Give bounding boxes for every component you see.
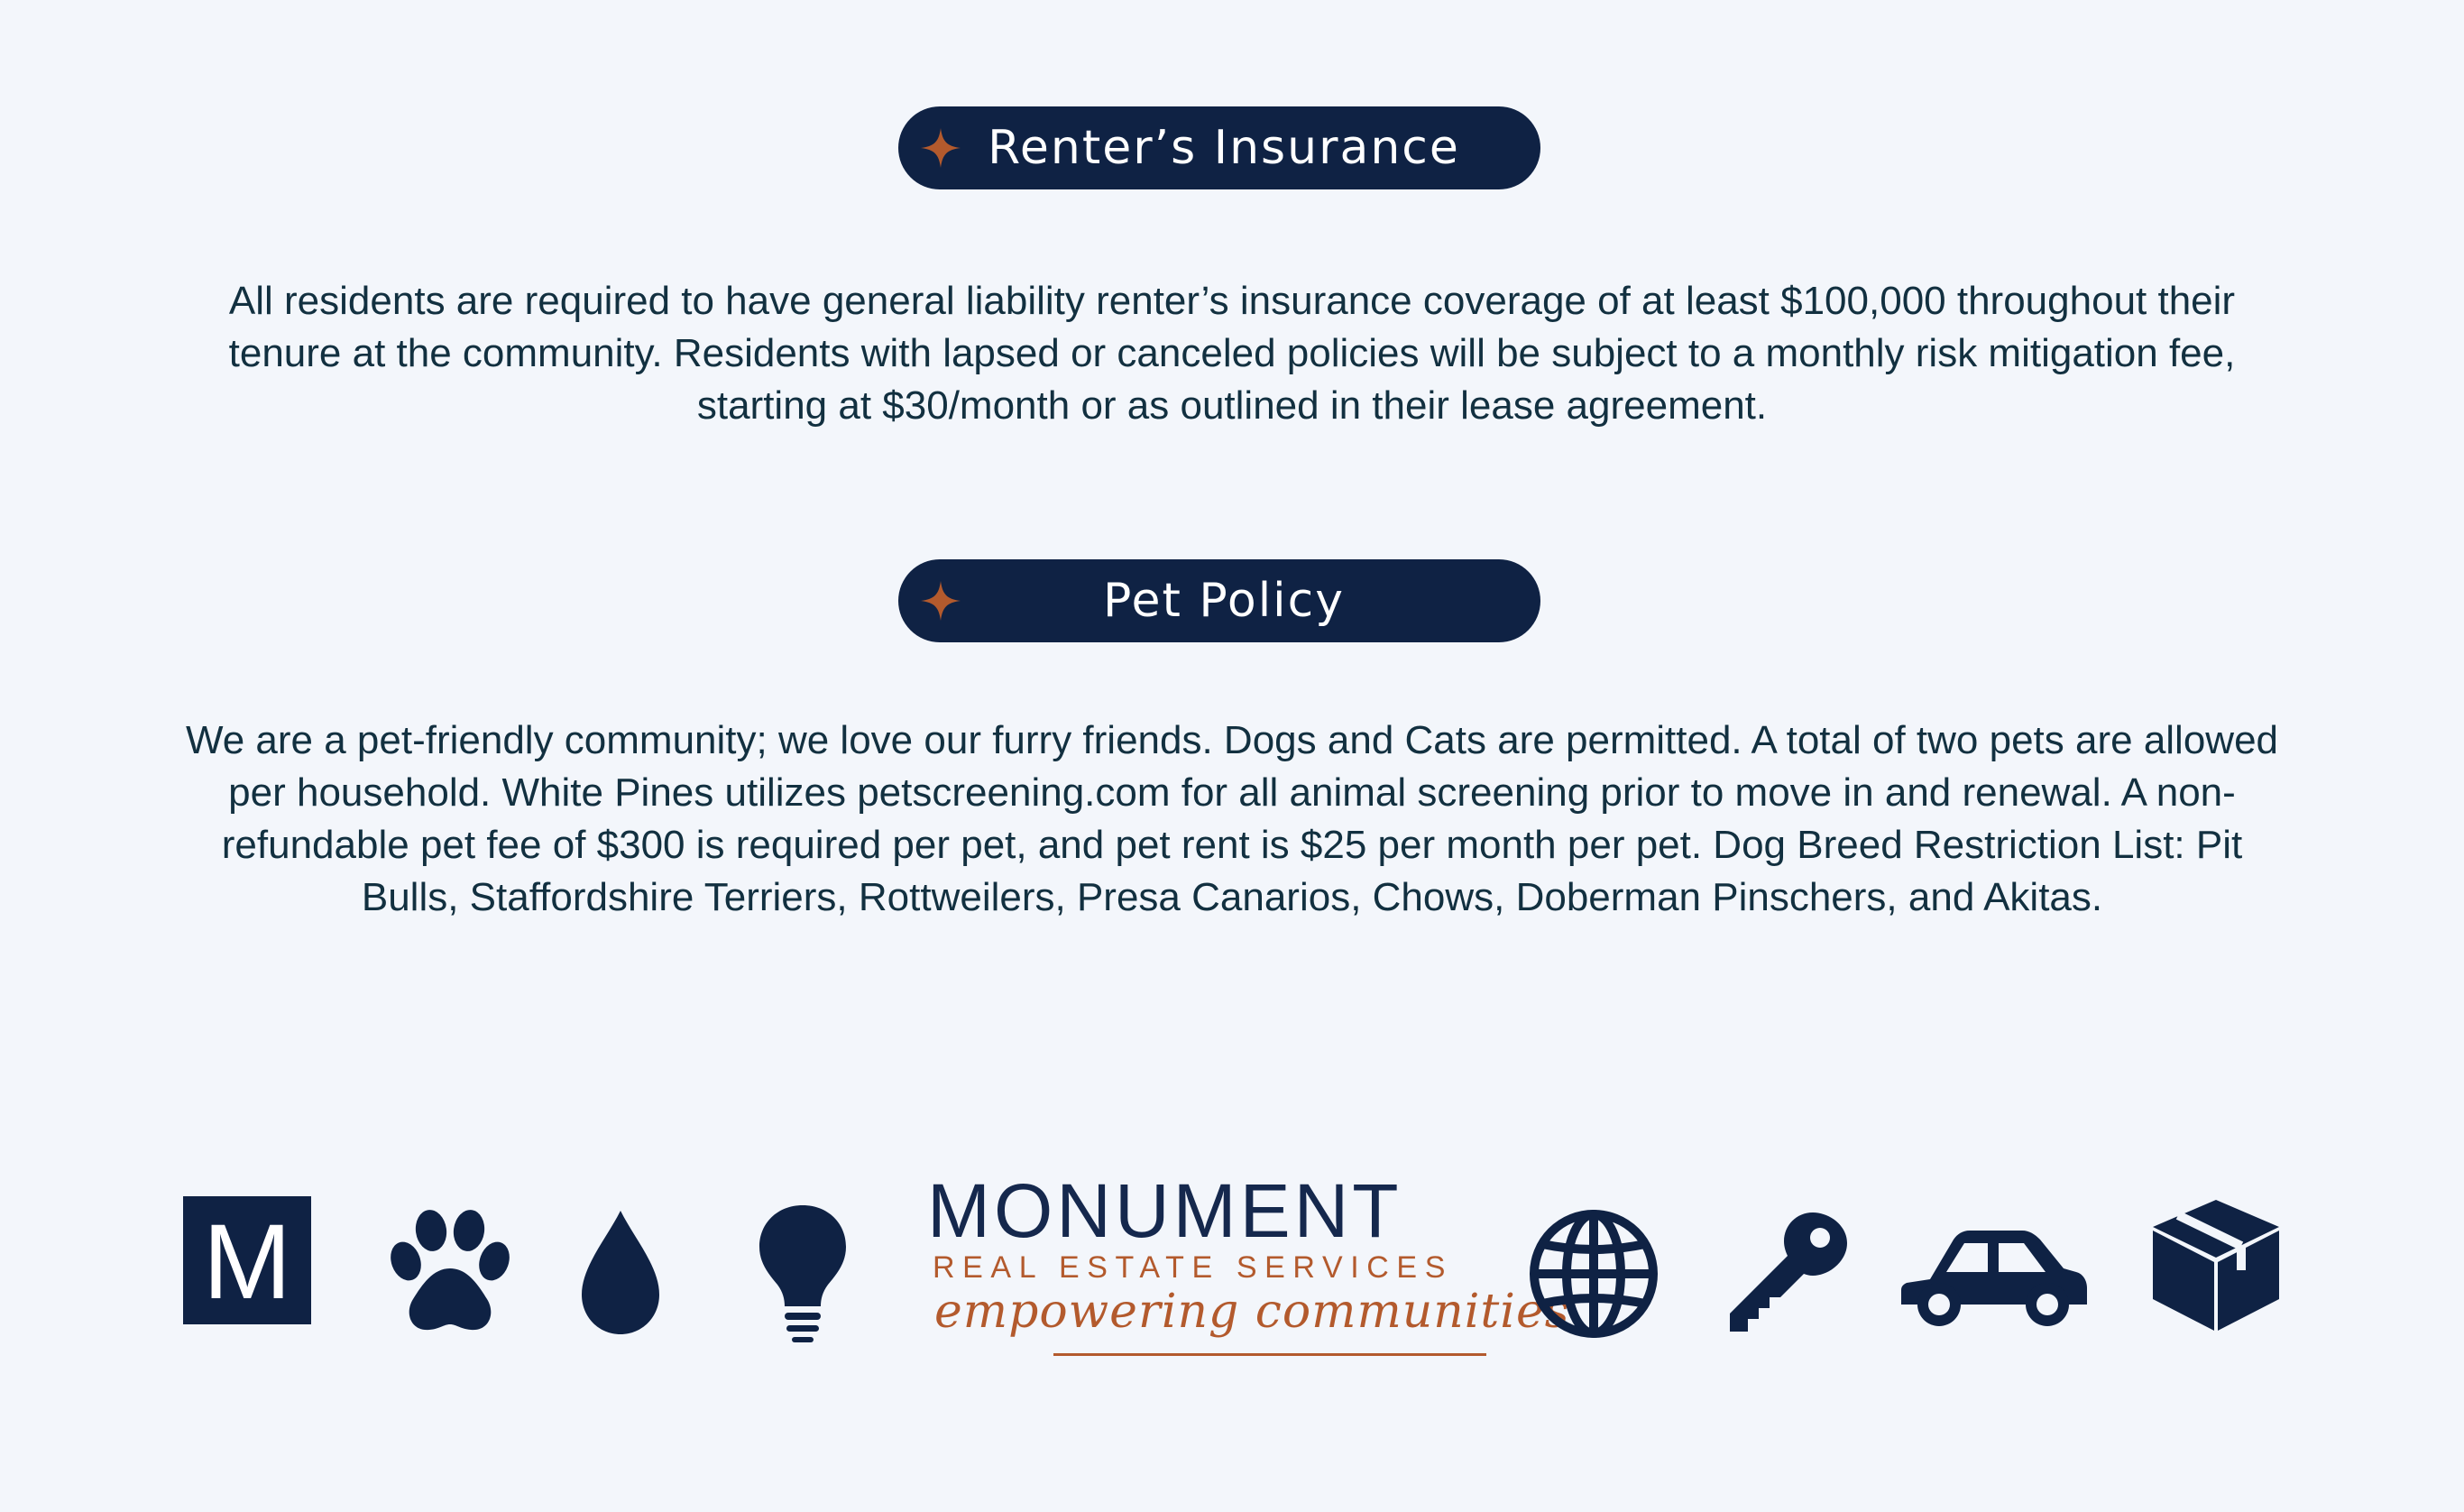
section-header-renters-insurance: [898, 106, 1540, 189]
pet-policy-text: We are a pet-friendly community; we love our furry friends. Dogs and Cats are permitted. A total of two pets are allowed per household. White Pines utilizes petscreening.com for all animal screening prior to move in and renewal. A non-refundable pet fee of $300 is required per pet, and pet rent is $25 per month per pet. Dog Breed Restriction List: Pit Bulls, Staffordshire Terriers, Rottweilers, Presa Canarios, Chows, Doberman Pinschers, and Akitas.: [185, 718, 2279, 919]
logo-subtitle: REAL ESTATE SERVICES: [933, 1250, 1453, 1285]
m-logo-icon: [183, 1196, 311, 1324]
car-icon: [1898, 1229, 2089, 1330]
logo-tagline: empowering communities: [934, 1285, 1570, 1339]
light-bulb-icon: [758, 1203, 848, 1344]
logo-name: MONUMENT: [927, 1168, 1402, 1253]
package-icon: [2151, 1198, 2281, 1333]
section-header-pet-policy: [898, 559, 1540, 642]
logo-underline: [1053, 1353, 1486, 1356]
water-drop-icon: [580, 1211, 661, 1335]
globe-icon: [1528, 1208, 1660, 1340]
renters-insurance-text: All residents are required to have general liability renter’s insurance coverage of at least $100,000 throughout their tenure at the community. Residents with lapsed or canceled policies will be subject to a monthly risk mitigation fee, starting at $30/month or as outlined in their lease agreement.: [228, 279, 2236, 428]
section-title: Pet Policy: [1103, 574, 1345, 628]
m-logo-letter: M: [202, 1203, 292, 1322]
key-icon: [1726, 1211, 1851, 1335]
monument-logo: [927, 1168, 1570, 1407]
section-title: Renter’s Insurance: [988, 121, 1460, 175]
paw-icon: [386, 1209, 514, 1335]
